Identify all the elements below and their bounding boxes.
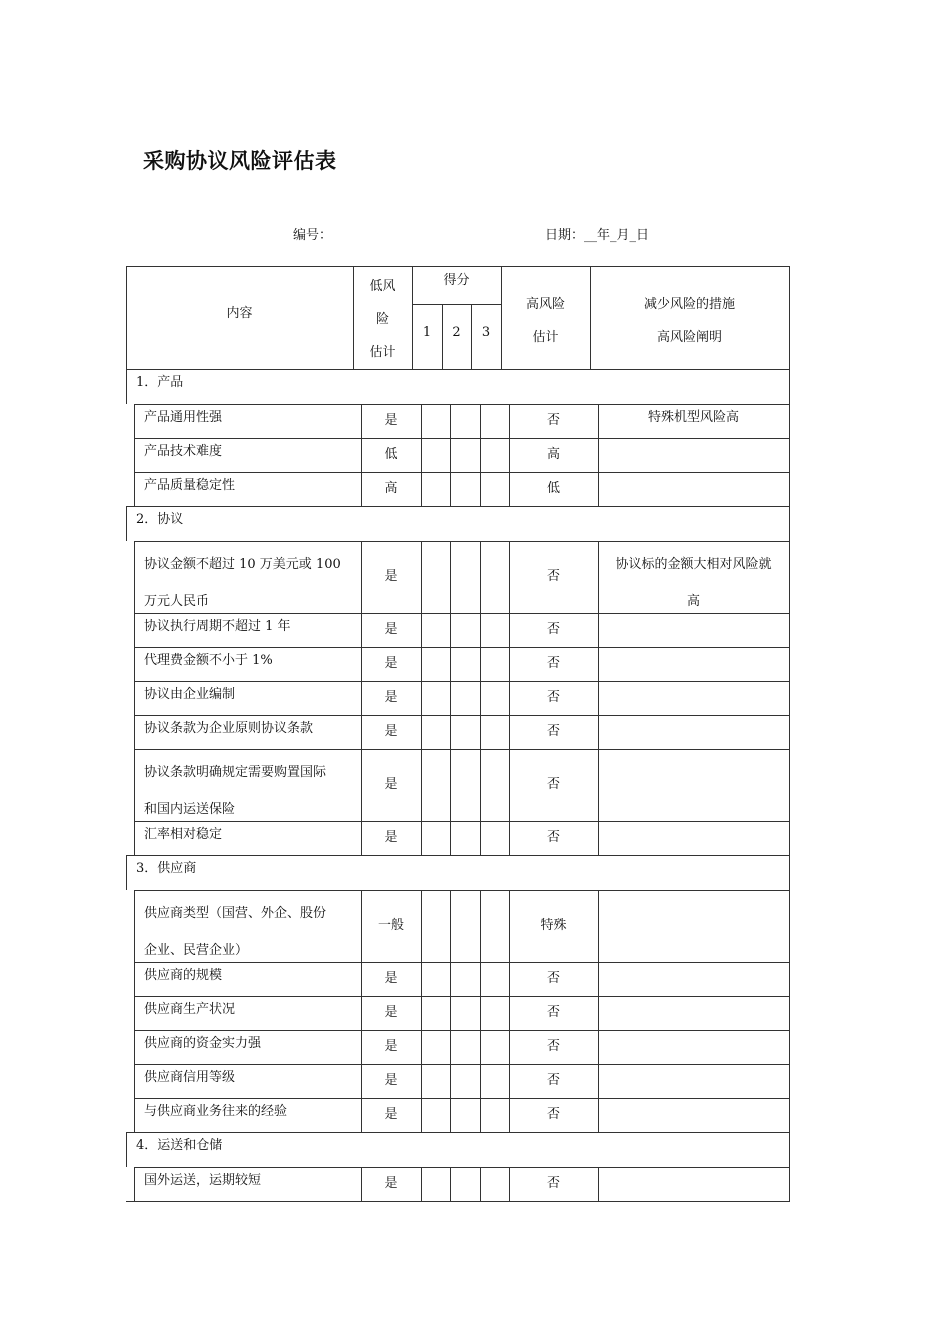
- row-col-line: [421, 1064, 422, 1098]
- section-right-line: [789, 855, 790, 890]
- date-label: 日期：__年_月_日: [545, 228, 650, 243]
- row-high-risk: 高: [546, 447, 560, 462]
- row-col-line: [134, 890, 135, 962]
- row-low-risk: 是: [384, 1005, 398, 1020]
- row-col-line: [789, 404, 790, 438]
- row-col-line: [421, 749, 422, 821]
- row-col-line: [480, 681, 481, 715]
- row-low-risk: 是: [384, 413, 398, 428]
- header-score-3: 3: [481, 325, 491, 340]
- row-col-line: [421, 647, 422, 681]
- row-col-line: [450, 681, 451, 715]
- row-col-line: [480, 715, 481, 749]
- row-col-line: [480, 996, 481, 1030]
- row-col-line: [598, 1030, 599, 1064]
- row-high-risk: 否: [546, 971, 560, 986]
- row-col-line: [134, 749, 135, 821]
- row-col-line: [421, 613, 422, 647]
- table-bottom-stub: [126, 1201, 134, 1202]
- row-col-line: [421, 472, 422, 506]
- row-col-line: [480, 438, 481, 472]
- row-col-line: [598, 962, 599, 996]
- row-col-line: [134, 715, 135, 749]
- row-line: [134, 404, 790, 405]
- row-line: [134, 962, 790, 963]
- row-col-line: [134, 1064, 135, 1098]
- row-col-line: [450, 438, 451, 472]
- row-item-text: 协议条款明确规定需要购置国际 和国内运送保险: [144, 765, 327, 817]
- row-col-line: [421, 438, 422, 472]
- row-high-risk: 否: [546, 724, 560, 739]
- row-low-risk: 高: [384, 481, 398, 496]
- row-col-line: [450, 996, 451, 1030]
- section-right-line: [789, 369, 790, 404]
- row-col-line: [450, 715, 451, 749]
- row-low-risk: 是: [384, 971, 398, 986]
- row-line: [134, 438, 790, 439]
- row-col-line: [480, 749, 481, 821]
- row-col-line: [598, 821, 599, 855]
- row-low-risk: 是: [384, 1176, 398, 1191]
- row-low-risk: 一般: [377, 918, 404, 933]
- row-col-line: [598, 472, 599, 506]
- row-col-line: [134, 472, 135, 506]
- row-item-text: 供应商的规模: [144, 968, 223, 983]
- row-col-line: [450, 821, 451, 855]
- section-title: 1．产品: [136, 375, 184, 390]
- row-low-risk: 是: [384, 1039, 398, 1054]
- row-measure: 协议标的金额大相对风险就 高: [615, 557, 772, 609]
- row-col-line: [450, 749, 451, 821]
- row-col-line: [134, 1098, 135, 1132]
- row-low-risk: 低: [384, 447, 398, 462]
- header-measure: 减少风险的措施 高风险阐明: [643, 297, 735, 345]
- row-col-line: [134, 962, 135, 996]
- header-score: 得分: [443, 273, 470, 288]
- row-col-line: [598, 1098, 599, 1132]
- row-col-line: [421, 715, 422, 749]
- row-col-line: [480, 1030, 481, 1064]
- row-high-risk: 否: [546, 1176, 560, 1191]
- row-item-text: 产品通用性强: [144, 410, 223, 425]
- row-col-line: [450, 613, 451, 647]
- section-right-line: [789, 506, 790, 541]
- table-border-top: [126, 266, 790, 267]
- row-high-risk: 否: [546, 777, 560, 792]
- row-line: [134, 1098, 790, 1099]
- row-col-line: [134, 404, 135, 438]
- row-item-text: 协议金额不超过 10 万美元或 100 万元人民币: [144, 557, 341, 609]
- row-col-line: [598, 541, 599, 613]
- number-label: 编号：: [293, 228, 333, 243]
- row-col-line: [134, 996, 135, 1030]
- row-col-line: [421, 996, 422, 1030]
- row-col-line: [421, 541, 422, 613]
- section-line: [126, 506, 790, 507]
- row-item-text: 国外运送，运期较短: [144, 1173, 262, 1188]
- row-item-text: 供应商信用等级: [144, 1070, 236, 1085]
- row-col-line: [598, 749, 599, 821]
- row-col-line: [598, 404, 599, 438]
- row-line: [134, 613, 790, 614]
- row-line: [134, 541, 790, 542]
- section-line: [126, 369, 790, 370]
- row-col-line: [598, 890, 599, 962]
- row-low-risk: 是: [384, 724, 398, 739]
- row-col-line: [789, 715, 790, 749]
- row-line: [134, 1030, 790, 1031]
- row-high-risk: 否: [546, 413, 560, 428]
- row-col-line: [450, 472, 451, 506]
- row-col-line: [134, 541, 135, 613]
- row-low-risk: 是: [384, 569, 398, 584]
- section-title: 4．运送和仓储: [136, 1138, 223, 1153]
- row-col-line: [421, 1167, 422, 1201]
- row-col-line: [421, 821, 422, 855]
- row-col-line: [421, 404, 422, 438]
- row-col-line: [789, 996, 790, 1030]
- row-col-line: [789, 541, 790, 613]
- row-col-line: [134, 1167, 135, 1201]
- row-col-line: [421, 681, 422, 715]
- row-col-line: [480, 404, 481, 438]
- row-high-risk: 否: [546, 622, 560, 637]
- row-low-risk: 是: [384, 1073, 398, 1088]
- section-line: [126, 1132, 790, 1133]
- row-high-risk: 否: [546, 569, 560, 584]
- header-score-2: 2: [452, 325, 461, 340]
- row-col-line: [480, 647, 481, 681]
- row-high-risk: 特殊: [540, 918, 567, 933]
- header-col-line: [789, 266, 790, 369]
- row-col-line: [450, 404, 451, 438]
- row-col-line: [598, 1167, 599, 1201]
- row-col-line: [789, 1167, 790, 1201]
- row-col-line: [598, 715, 599, 749]
- row-item-text: 与供应商业务往来的经验: [144, 1104, 288, 1119]
- row-line: [134, 821, 790, 822]
- header-low-risk: 低风 险 估计: [369, 279, 396, 360]
- row-high-risk: 否: [546, 1039, 560, 1054]
- row-col-line: [450, 1098, 451, 1132]
- row-high-risk: 否: [546, 656, 560, 671]
- page-title: 采购协议风险评估表: [143, 149, 337, 173]
- row-item-text: 汇率相对稳定: [144, 827, 223, 842]
- row-col-line: [134, 647, 135, 681]
- section-left-line: [126, 855, 127, 890]
- row-col-line: [450, 1064, 451, 1098]
- row-col-line: [598, 996, 599, 1030]
- row-item-text: 协议条款为企业原则协议条款: [144, 721, 314, 736]
- row-line: [134, 715, 790, 716]
- row-item-text: 协议由企业编制: [144, 687, 236, 702]
- row-low-risk: 是: [384, 622, 398, 637]
- row-item-text: 供应商生产状况: [144, 1002, 236, 1017]
- row-item-text: 代理费金额不小于 1%: [144, 653, 273, 668]
- row-item-text: 供应商的资金实力强: [144, 1036, 262, 1051]
- row-col-line: [134, 613, 135, 647]
- score-divider-line: [412, 304, 501, 305]
- row-col-line: [598, 438, 599, 472]
- row-item-text: 产品技术难度: [144, 444, 223, 459]
- row-col-line: [450, 962, 451, 996]
- row-col-line: [789, 472, 790, 506]
- section-title: 3．供应商: [136, 861, 197, 876]
- row-col-line: [450, 1167, 451, 1201]
- section-line: [126, 855, 790, 856]
- row-low-risk: 是: [384, 777, 398, 792]
- row-line: [134, 996, 790, 997]
- row-col-line: [480, 962, 481, 996]
- row-col-line: [480, 890, 481, 962]
- row-col-line: [598, 647, 599, 681]
- row-high-risk: 否: [546, 690, 560, 705]
- row-low-risk: 是: [384, 690, 398, 705]
- row-measure: 特殊机型风险高: [647, 410, 739, 425]
- row-col-line: [480, 1064, 481, 1098]
- row-col-line: [480, 613, 481, 647]
- row-col-line: [134, 681, 135, 715]
- row-line: [134, 472, 790, 473]
- row-line: [134, 1064, 790, 1065]
- row-col-line: [421, 890, 422, 962]
- section-right-line: [789, 1132, 790, 1167]
- row-col-line: [789, 1064, 790, 1098]
- row-item-text: 供应商类型（国营、外企、股份 企业、民营企业）: [144, 906, 327, 958]
- row-col-line: [789, 962, 790, 996]
- row-high-risk: 否: [546, 830, 560, 845]
- row-high-risk: 否: [546, 1107, 560, 1122]
- row-col-line: [598, 613, 599, 647]
- row-line: [134, 681, 790, 682]
- row-line: [134, 1167, 790, 1168]
- row-col-line: [450, 541, 451, 613]
- row-col-line: [789, 613, 790, 647]
- row-col-line: [134, 1030, 135, 1064]
- row-high-risk: 低: [546, 481, 560, 496]
- row-col-line: [480, 1098, 481, 1132]
- row-col-line: [450, 647, 451, 681]
- section-left-line: [126, 1132, 127, 1167]
- row-low-risk: 是: [384, 830, 398, 845]
- row-col-line: [789, 438, 790, 472]
- row-col-line: [789, 681, 790, 715]
- row-col-line: [480, 541, 481, 613]
- header-high-risk: 高风险 估计: [525, 297, 565, 345]
- row-col-line: [789, 890, 790, 962]
- row-item-text: 协议执行周期不超过 1 年: [144, 619, 291, 634]
- row-col-line: [598, 1064, 599, 1098]
- row-col-line: [789, 749, 790, 821]
- row-line: [134, 749, 790, 750]
- row-high-risk: 否: [546, 1005, 560, 1020]
- row-col-line: [480, 472, 481, 506]
- section-left-line: [126, 506, 127, 541]
- row-item-text: 产品质量稳定性: [144, 478, 236, 493]
- row-low-risk: 是: [384, 1107, 398, 1122]
- row-low-risk: 是: [384, 656, 398, 671]
- row-col-line: [421, 962, 422, 996]
- row-col-line: [789, 1030, 790, 1064]
- row-col-line: [480, 821, 481, 855]
- row-col-line: [789, 1098, 790, 1132]
- row-high-risk: 否: [546, 1073, 560, 1088]
- row-col-line: [421, 1098, 422, 1132]
- row-col-line: [450, 890, 451, 962]
- row-line: [134, 647, 790, 648]
- section-left-line: [126, 369, 127, 404]
- row-col-line: [134, 821, 135, 855]
- row-col-line: [789, 647, 790, 681]
- row-col-line: [789, 821, 790, 855]
- section-title: 2．协议: [136, 512, 184, 527]
- row-col-line: [480, 1167, 481, 1201]
- row-line: [134, 890, 790, 891]
- header-score-1: 1: [422, 325, 432, 340]
- row-col-line: [134, 438, 135, 472]
- table-border-bottom: [134, 1201, 790, 1202]
- header-content: 内容: [226, 306, 253, 321]
- row-col-line: [598, 681, 599, 715]
- row-col-line: [450, 1030, 451, 1064]
- row-col-line: [421, 1030, 422, 1064]
